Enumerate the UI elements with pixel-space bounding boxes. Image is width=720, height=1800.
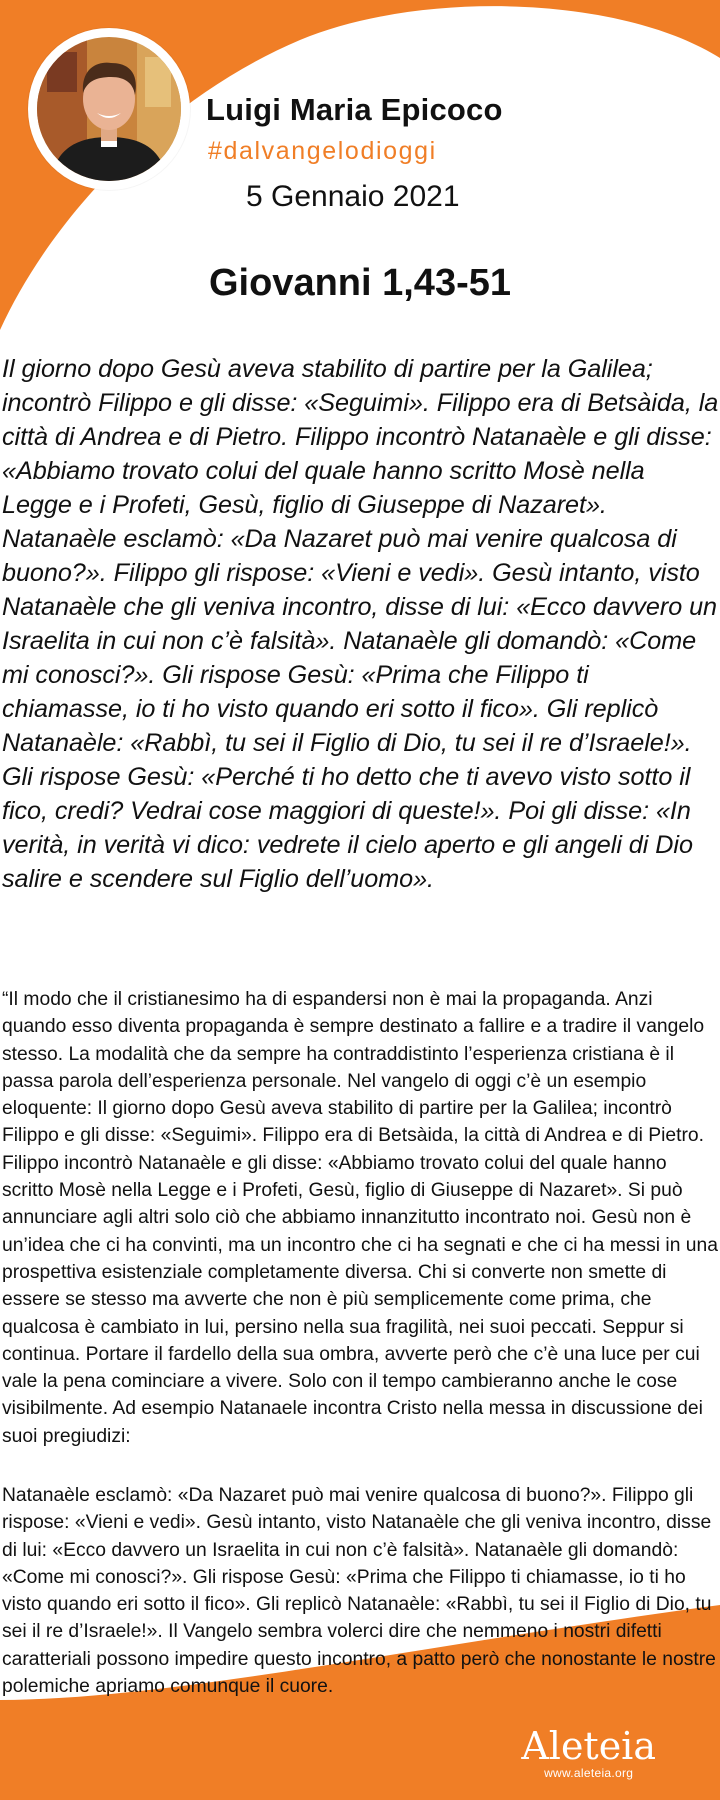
- passage-reference: Giovanni 1,43-51: [208, 262, 511, 304]
- date: 5 Gennaio 2021: [246, 180, 460, 213]
- gospel-text: Il giorno dopo Gesù aveva stabilito di partire per la Galilea; incontrò Filippo e gli disse: «Seguimi». Filippo era di Betsàida, la città di Andrea e di Pietro. Filippo incontrò Natanaèle e gli disse: «Abbiamo trovato colui del quale hanno scritto Mosè nella Legge e i Profeti, Gesù, figlio di Giuseppe di Nazaret». Natanaèle esclamò: «Da Nazaret può mai venire qualcosa di buono?». Filippo gli rispose: «Vieni e vedi». Gesù intanto, visto Natanaèle che gli veniva incontro, disse di lui: «Ecco davvero un Israelita in cui non c’è falsità». Natanaèle gli domandò: «Come mi conosci?». Gli rispose Gesù: «Prima che Filippo ti chiamasse, io ti ho visto quando eri sotto il fico». Gli replicò Natanaèle: «Rabbì, tu sei il Figlio di Dio, tu sei il re d’Israele!». Gli rispose Gesù: «Perché ti ho detto che ti avevo visto sotto il fico, credi? Vedrai cose maggiori di queste!». Poi gli disse: «In verità, in verità vi dico: vedrete il cielo aperto e gli angeli di Dio salire e scendere sul Figlio dell’uomo».: [2, 355, 719, 893]
- hashtag: #dalvangelodioggi: [208, 137, 437, 165]
- logo-url: www.aleteia.org: [544, 1766, 634, 1780]
- commentary-paragraph: “Il modo che il cristianesimo ha di espandersi non è mai la propaganda. Anzi quando esso diventa propaganda è sempre destinato a fallire e a tradire il vangelo stesso. La modalità che da sempre ha contraddistinto l’esperienza cristiana è il passa parola dell’esperienza personale. Nel vangelo di oggi c’è un esempio eloquente: Il giorno dopo Gesù aveva stabilito di partire per la Galilea; incontrò Filippo e gli disse: «Seguimi». Filippo era di Betsàida, la città di Andrea e di Pietro. Filippo incontrò Natanaèle e gli disse: «Abbiamo trovato colui del quale hanno scritto Mosè nella Legge e i Profeti, Gesù, figlio di Giuseppe di Nazaret». Si può annunciare agli altri solo ciò che abbiamo innanzitutto incontrato noi. Gesù non è un’idea che ci ha convinti, ma un incontro che ci ha segnati e che ci ha messi in una prospettiva esistenziale completamente diversa. Chi si converte non smette di essere se stesso ma avverte che non è più semplicemente come prima, che qualcosa è cambiato in lui, persino nella sua fragilità, nei suoi peccati. Seppur si continua. Portare il fardello della sua ombra, avverte però che c’è una luce per cui vale la pena cominciare a vivere. Solo con il tempo cambieranno anche le cose visibilmente. Ad esempio Natanaele incontra Cristo nella messa in discussione dei suoi pregiudizi:: [2, 989, 718, 1447]
- logo-name: Aleteia: [521, 1724, 656, 1768]
- avatar: [28, 28, 190, 190]
- aleteia-logo: [521, 1726, 656, 1780]
- author-name: Luigi Maria Epicoco: [206, 92, 503, 127]
- priest-portrait-icon: [37, 37, 181, 181]
- commentary-paragraph: Natanaèle esclamò: «Da Nazaret può mai venire qualcosa di buono?». Filippo gli rispose: «Vieni e vedi». Gesù intanto, visto Natanaèle che gli veniva incontro, disse di lui: «Ecco davvero un Israelita in cui non c’è falsità». Natanaèle gli domandò: «Come mi conosci?». Gli rispose Gesù: «Prima che Filippo ti chiamasse, io ti ho visto quando eri sotto il fico». Gli replicò Natanaèle: «Rabbì, tu sei il Figlio di Dio, tu sei il re d’Israele!». Il Vangelo sembra volerci dire che nemmeno i nostri difetti caratteriali possono impedire questo incontro, a patto però che nonostante le nostre polemiche apriamo comunque il cuore.: [2, 1485, 716, 1698]
